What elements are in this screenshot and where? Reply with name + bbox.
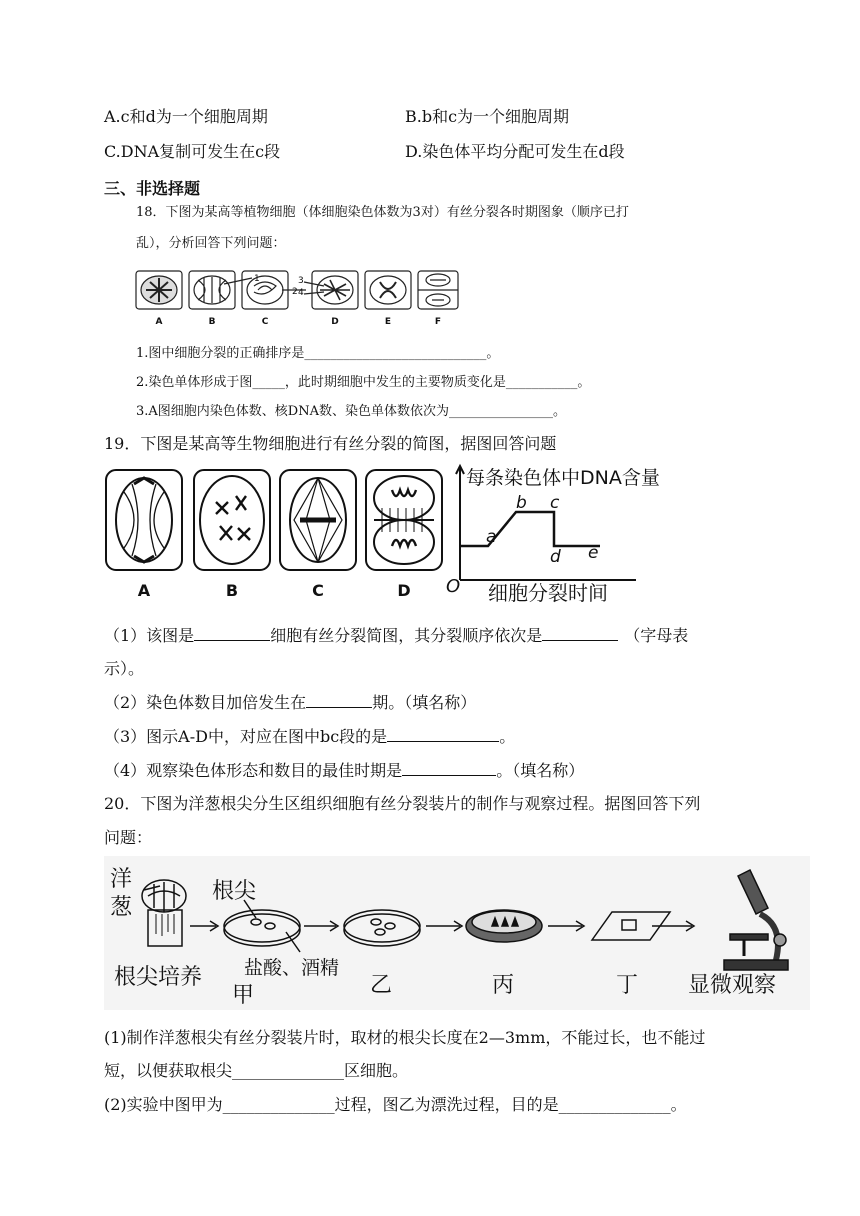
option-a: A.c和d为一个细胞周期	[104, 107, 268, 126]
q18-num-4: 4	[298, 288, 304, 298]
q20-fig-reagents: 盐酸、酒精	[244, 957, 340, 979]
q19-blank-2[interactable]	[542, 626, 618, 641]
q20-sub1-line2: 短，以便获取根尖______________区细胞。	[104, 1061, 409, 1080]
q20-procedure-figure	[104, 856, 810, 1010]
q18-num-1: 1	[254, 274, 260, 284]
q19-point-d: d	[550, 547, 561, 567]
q20-fig-onion2: 葱	[110, 895, 133, 920]
q19-stem: 19．下图是某高等生物细胞进行有丝分裂的简图，据图回答问题	[104, 434, 557, 453]
q19-sub1-prefix: （1）该图是	[104, 626, 195, 645]
q18-sub2: 2.染色单体形成于图_____，此时期细胞中发生的主要物质变化是___________。	[136, 375, 591, 390]
q19-label-d: D	[397, 581, 411, 600]
q20-stem-line1: 20．下图为洋葱根尖分生区组织细胞有丝分裂装片的制作与观察过程。据图回答下列	[104, 794, 701, 813]
q18-sub3: 3.A图细胞内染色体数、核DNA数、染色单体数依次为________________。	[136, 404, 566, 419]
q19-graph-x-title: 细胞分裂时间	[488, 581, 608, 605]
q20-sub2: (2)实验中图甲为______________过程，图乙为漂洗过程，目的是______________。	[104, 1095, 687, 1114]
q19-label-b: B	[225, 581, 239, 600]
q19-blank-4[interactable]	[387, 727, 499, 742]
q20-fig-bing: 丙	[492, 973, 515, 998]
q18-num-3: 3	[298, 276, 304, 286]
q19-graph-y-title: 每条染色体中DNA含量	[466, 467, 660, 489]
q19-point-e: e	[588, 543, 599, 563]
q19-sub2-prefix: （2）染色体数目加倍发生在	[104, 693, 307, 712]
q19-sub4	[104, 758, 584, 781]
q18-sub1: 1.图中细胞分裂的正确排序是____________________________。	[136, 346, 500, 361]
option-d: D.染色体平均分配可发生在d段	[405, 142, 625, 161]
option-c: C.DNA复制可发生在c段	[104, 142, 281, 161]
q18-stem-line1: 18．下图为某高等植物细胞（体细胞染色体数为3对）有丝分裂各时期图象（顺序已打	[136, 205, 629, 220]
q18-label-b: B	[208, 317, 216, 327]
q20-fig-onion: 洋	[110, 867, 133, 892]
q19-blank-1[interactable]	[194, 626, 270, 641]
q19-blank-3[interactable]	[306, 693, 372, 708]
option-b: B.b和c为一个细胞周期	[405, 107, 570, 126]
q19-sub1-line2: 示）。	[104, 659, 145, 678]
q19-point-c: c	[550, 493, 560, 513]
section-title: 三、非选择题	[104, 179, 201, 198]
q20-fig-root-culture: 根尖培养	[114, 965, 203, 990]
q19-sub1-middle: 细胞有丝分裂简图，其分裂顺序依次是	[270, 626, 543, 645]
q19-sub4-suffix: 。（填名称）	[496, 761, 585, 780]
q19-point-a: a	[486, 527, 497, 547]
q18-label-c: C	[261, 317, 269, 327]
q19-blank-5[interactable]	[402, 761, 496, 776]
q19-sub2-suffix: 期。（填名称）	[372, 693, 477, 712]
q20-fig-ding: 丁	[616, 973, 639, 998]
q18-label-a: A	[155, 317, 163, 327]
q18-stem-line2: 乱），分析回答下列问题：	[136, 236, 286, 251]
q20-fig-jia: 甲	[232, 983, 255, 1008]
q19-sub3	[104, 724, 515, 747]
q19-sub3-suffix: 。	[499, 727, 516, 746]
q19-label-c: C	[312, 581, 324, 600]
q20-sub1-line1: (1)制作洋葱根尖有丝分裂装片时，取材的根尖长度在2—3mm，不能过长，也不能过	[104, 1028, 706, 1047]
q19-sub3-prefix: （3）图示A-D中，对应在图中bc段的是	[104, 727, 388, 746]
q18-num-2: 2	[292, 287, 298, 297]
q19-sub1-suffix: （字母表	[624, 626, 689, 645]
q19-sub4-prefix: （4）观察染色体形态和数目的最佳时期是	[104, 761, 403, 780]
q18-mitosis-figure	[134, 268, 460, 328]
q19-graph-origin: O	[446, 576, 461, 597]
q19-figure	[104, 462, 704, 610]
q18-label-d: D	[331, 317, 339, 327]
q20-fig-microscope: 显微观察	[688, 973, 777, 998]
q20-stem-line2: 问题：	[104, 828, 153, 847]
q18-label-f: F	[434, 317, 442, 327]
q19-sub2	[104, 690, 476, 713]
q18-label-e: E	[384, 317, 392, 327]
q20-fig-yi: 乙	[370, 973, 393, 998]
q19-point-b: b	[516, 493, 527, 513]
q20-fig-root-tip: 根尖	[212, 879, 257, 904]
q19-sub1-line1	[104, 623, 688, 646]
q19-label-a: A	[137, 581, 151, 600]
